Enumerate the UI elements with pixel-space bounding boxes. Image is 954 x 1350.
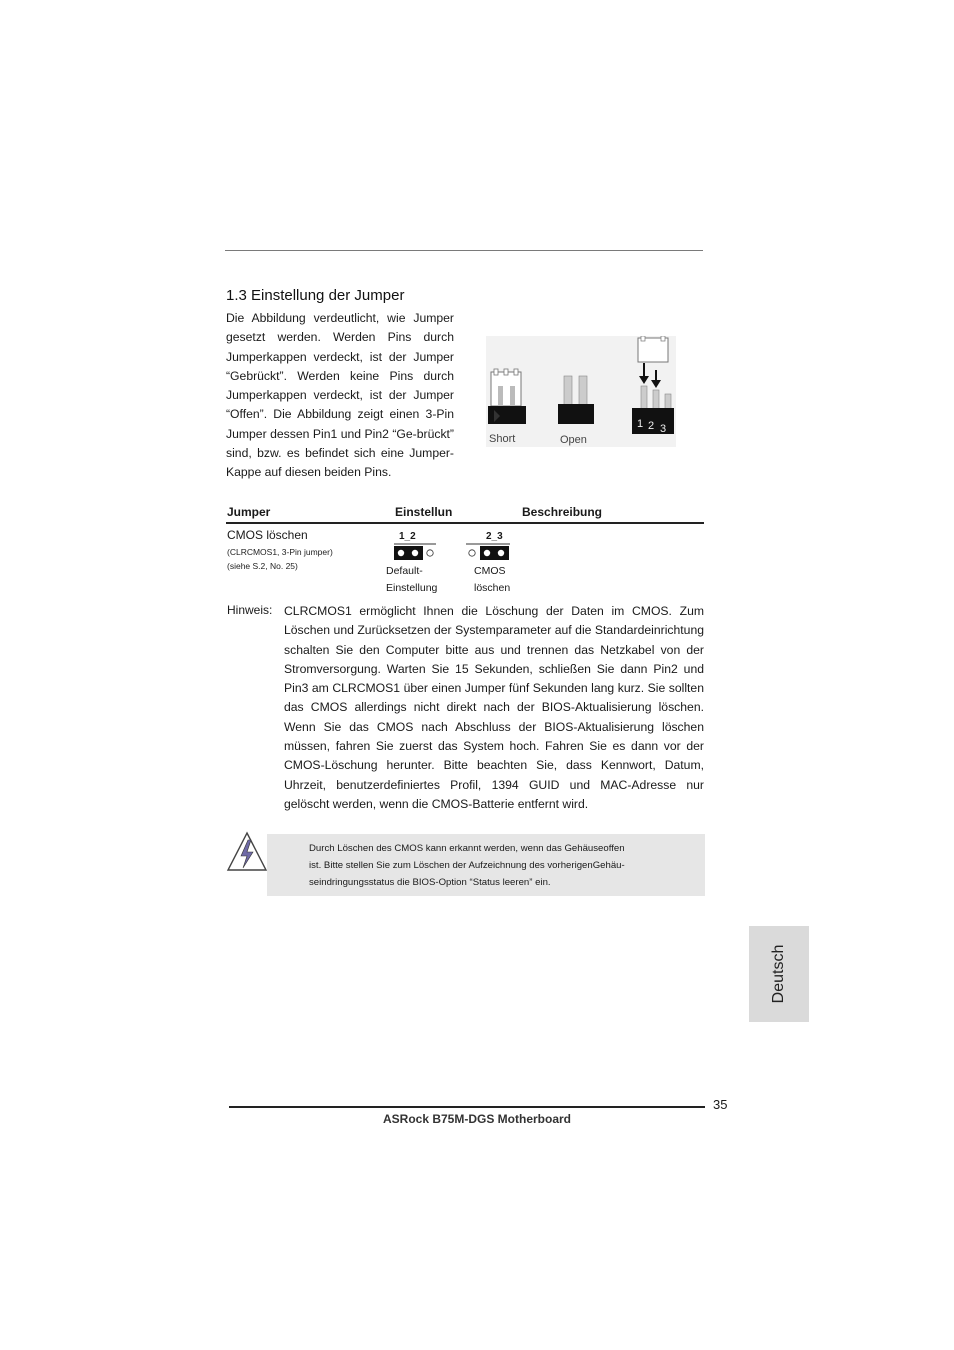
pin-number-2: 2 <box>648 420 655 432</box>
intro-paragraph <box>226 309 454 483</box>
setting-1-2-diagram <box>392 543 438 561</box>
table-header-setting: Einstellun <box>395 505 453 519</box>
pin-number-3: 3 <box>660 423 667 435</box>
short-jumper <box>488 369 526 424</box>
warning-line-3: seindringungsstatus die BIOS-Option “Status leeren” ein. <box>309 877 551 888</box>
footer-title: ASRock B75M-DGS Motherboard <box>382 1112 572 1126</box>
short-label: Short <box>489 433 516 445</box>
note-text: CLRCMOS1 ermöglicht Ihnen die Löschung der Daten im CMOS. Zum Löschen und Zurücksetzen der Systemparameter auf die Standardeinrichtung schalten Sie den Computer bitte aus und trennen das Netzkabel von der Stromversorgung. Warten Sie 15 Sekunden, schließen Sie dann Pin2 und Pin3 am CLRCMOS1 über einen Jumper fünf Sekunden lang kurz. Sie sollten das CMOS allerdings nicht direkt nach der BIOS-Aktualisierung löschen. Wenn Sie das CMOS nach Abschluss der BIOS-Aktualisierung löschen müssen, fahren Sie zuerst das System hoch. Fahren Sie es dann vor der CMOS-Löschung herunter. Bitte beachten Sie, dass Kennwort, Datum, Uhrzeit, benutzerdefiniertes Profil, 1394 GUID und MAC-Adresse nur gelöscht werden, wenn die CMOS-Batterie entfernt wird. <box>284 604 704 811</box>
warning-line-1: Durch Löschen des CMOS kann erkannt werden, wenn das Gehäuseoffen <box>309 843 625 854</box>
language-tab <box>749 926 809 1022</box>
jumper-illustration <box>486 336 676 447</box>
warning-triangle-icon <box>226 830 268 874</box>
warning-text <box>309 840 689 891</box>
intro-text: Die Abbildung verdeutlicht, wie Jumper gesetzt werden. Werden Pins durch Jumperkappen verdeckt, ist der Jumper “Gebrückt”. Werden keine Pins durch Jumperkappen verdeckt, ist der Jumper “Offen”. Die Abbildung zeigt einen 3-Pin Jumper dessen Pin1 und Pin2 “Ge-brückt” sind, bzw. es befindet sich eine Jumper-Kappe auf diesen beiden Pins. <box>226 311 454 480</box>
table-header-description: Beschreibung <box>522 505 603 519</box>
row-cmos-sub2: (siehe S.2, No. 25) <box>227 561 298 571</box>
setting-2-3-diagram <box>464 543 512 561</box>
note-label: Hinweis: <box>227 603 273 617</box>
section-title: 1.3 Einstellung der Jumper <box>226 287 405 304</box>
bottom-divider <box>229 1106 705 1108</box>
warning-line-2: ist. Bitte stellen Sie zum Löschen der Aufzeichnung des vorherigenGehäu- <box>309 860 625 871</box>
setting-1-2-caption-line1: Default- <box>386 565 423 577</box>
setting-1-2-caption-line2: Einstellung <box>386 582 438 594</box>
table-header-jumper: Jumper <box>227 505 271 519</box>
page-number: 35 <box>713 1097 728 1112</box>
setting-2-3-caption-line2: löschen <box>474 582 511 594</box>
setting-2-3-label: 2_3 <box>486 531 503 542</box>
setting-2-3-caption-line1: CMOS <box>474 565 506 577</box>
row-cmos-sub1: (CLRCMOS1, 3-Pin jumper) <box>227 547 333 557</box>
language-tab-label: Deutsch <box>770 944 787 1004</box>
open-label: Open <box>560 434 587 446</box>
row-cmos-name: CMOS löschen <box>227 528 308 542</box>
table-divider <box>226 522 704 524</box>
top-divider <box>225 250 703 251</box>
pin-number-1: 1 <box>637 418 644 430</box>
setting-1-2-label: 1_2 <box>399 531 416 542</box>
